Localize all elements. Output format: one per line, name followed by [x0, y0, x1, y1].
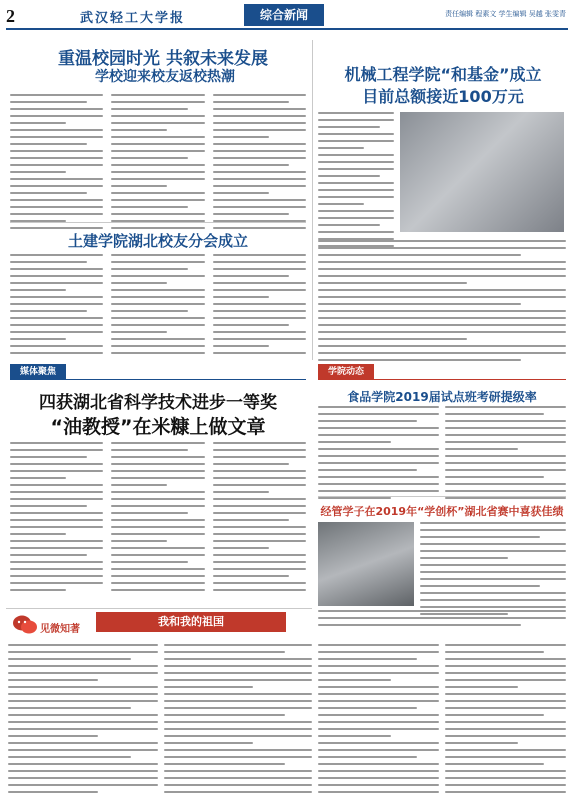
paper-title: 武汉轻工大学报	[80, 11, 186, 26]
wechat-logo	[12, 614, 38, 636]
mid-left-headline: 土建学院湖北校友分会成立	[67, 232, 248, 250]
wechat-brand: 见微知著	[40, 624, 80, 635]
right-mid-body	[318, 406, 566, 504]
top-left-body	[10, 94, 306, 234]
academy-news-bar	[318, 364, 566, 380]
media-focus-bar	[10, 364, 306, 380]
wechat-icon	[12, 614, 38, 636]
top-right-headline: 机械工程学院“和基金”成立	[344, 65, 542, 84]
wechat-body	[8, 644, 158, 798]
media-focus-body	[10, 442, 306, 596]
blog-body	[164, 644, 312, 798]
media-focus-tag: 媒体聚焦	[10, 364, 66, 380]
academy-news-tag: 学院动态	[318, 364, 374, 380]
header-rule	[6, 28, 568, 30]
event-photo	[400, 112, 564, 232]
blog-banner: 我和我的祖国	[96, 612, 286, 632]
right-mid-headline: 食品学院2019届试点班考研提级率	[347, 390, 537, 404]
top-right-body	[318, 240, 566, 366]
masthead	[0, 0, 574, 36]
bottom-right-body	[318, 644, 566, 798]
editor-credits: 责任编辑 程素文 学生编辑 吴越 张雯青	[445, 10, 566, 18]
page-number: 2	[6, 6, 15, 26]
right-lower-body	[420, 522, 566, 620]
top-right-subhead: 目前总额接近100万元	[362, 87, 524, 106]
divider	[318, 496, 566, 497]
top-left-subhead: 学校迎来校友返校热潮	[95, 69, 235, 85]
media-focus-headline: 四获湖北省科学技术进步一等奖	[39, 393, 277, 413]
divider	[10, 222, 306, 223]
section-label: 综合新闻	[244, 4, 324, 26]
top-left-headline: 重温校园时光 共叙未来发展	[58, 49, 268, 69]
column-divider	[312, 40, 313, 360]
right-lower-headline: 经管学子在2019年“学创杯”湖北省赛中喜获佳绩	[320, 505, 564, 518]
event-photo	[318, 522, 414, 606]
right-lower-body-cont	[318, 610, 566, 631]
top-right-body-col1	[318, 112, 394, 252]
divider	[6, 608, 312, 609]
mid-left-body	[10, 254, 306, 359]
media-focus-subhead: “油教授”在米糠上做文章	[50, 416, 266, 438]
